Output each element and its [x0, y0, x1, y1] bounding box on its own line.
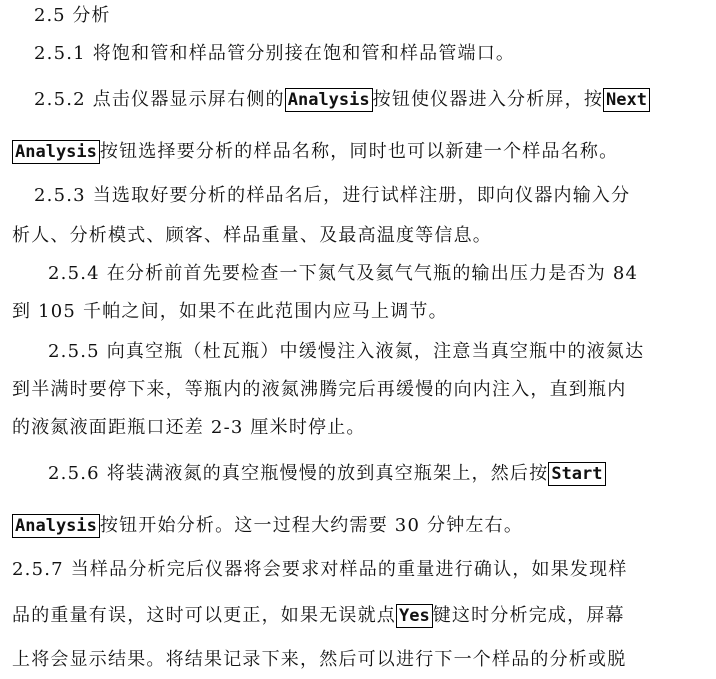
- paragraph-2-5-6-line-2: [12, 514, 716, 538]
- paragraph-2-5-5-line-2: 到半满时要停下来，等瓶内的液氮沸腾完后再缓慢的向内注入，直到瓶内: [12, 379, 627, 400]
- paragraph-2-5-2-text-pre: 2.5.2 点击仪器显示屏右侧的: [34, 89, 285, 110]
- paragraph-2-5-6-text-pre: 2.5.6 将装满液氮的真空瓶慢慢的放到真空瓶架上，然后按: [48, 463, 549, 484]
- paragraph-2-5-1: 2.5.1 将饱和管和样品管分别接在饱和管和样品管端口。: [34, 43, 516, 64]
- paragraph-2-5-2-line-2: [12, 140, 716, 164]
- start-analysis-button-label: Start: [548, 462, 605, 486]
- paragraph-2-5-5-line-3: 的液氮液面距瓶口还差 2-3 厘米时停止。: [12, 417, 366, 438]
- paragraph-2-5-2-text-mid: 按钮使仪器进入分析屏，按: [372, 89, 604, 110]
- paragraph-2-5-4-line-1: 2.5.4 在分析前首先要检查一下氮气及氦气气瓶的输出压力是否为 84: [48, 263, 639, 284]
- paragraph-2-5-7-text-pre: 品的重量有误，这时可以更正，如果无误就点: [12, 605, 396, 626]
- paragraph-2-5-5-line-1: 2.5.5 向真空瓶（杜瓦瓶）中缓慢注入液氮，注意当真空瓶中的液氮达: [48, 341, 645, 362]
- section-heading: 2.5 分析: [34, 5, 111, 26]
- paragraph-2-5-7-line-1: 2.5.7 当样品分析完后仪器将会要求对样品的重量进行确认，如果发现样: [12, 559, 628, 580]
- paragraph-2-5-3-line-2: 析人、分析模式、顾客、样品重量、及最高温度等信息。: [12, 225, 492, 246]
- paragraph-2-5-2-line-1: [34, 88, 716, 112]
- paragraph-2-5-7-line-2: [12, 604, 716, 628]
- paragraph-2-5-2-text-post: 按钮选择要分析的样品名称，同时也可以新建一个样品名称。: [99, 141, 619, 162]
- paragraph-2-5-7-line-3: 上将会显示结果。将结果记录下来，然后可以进行下一个样品的分析或脱: [12, 649, 627, 670]
- analysis-button-label: Analysis: [285, 88, 373, 112]
- paragraph-2-5-7-text-post: 键这时分析完成，屏幕: [432, 605, 625, 626]
- start-analysis-button-label-cont: Analysis: [12, 514, 100, 538]
- paragraph-2-5-6-text-post: 按钮开始分析。这一过程大约需要 30 分钟左右。: [99, 515, 524, 536]
- yes-button-label: Yes: [396, 604, 433, 628]
- paragraph-2-5-3-line-1: 2.5.3 当选取好要分析的样品名后，进行试样注册，即向仪器内输入分: [34, 185, 631, 206]
- next-analysis-button-label-cont: Analysis: [12, 140, 100, 164]
- paragraph-2-5-4-line-2: 到 105 千帕之间，如果不在此范围内应马上调节。: [12, 301, 448, 322]
- next-analysis-button-label: Next: [603, 88, 650, 112]
- paragraph-2-5-6-line-1: [48, 462, 716, 486]
